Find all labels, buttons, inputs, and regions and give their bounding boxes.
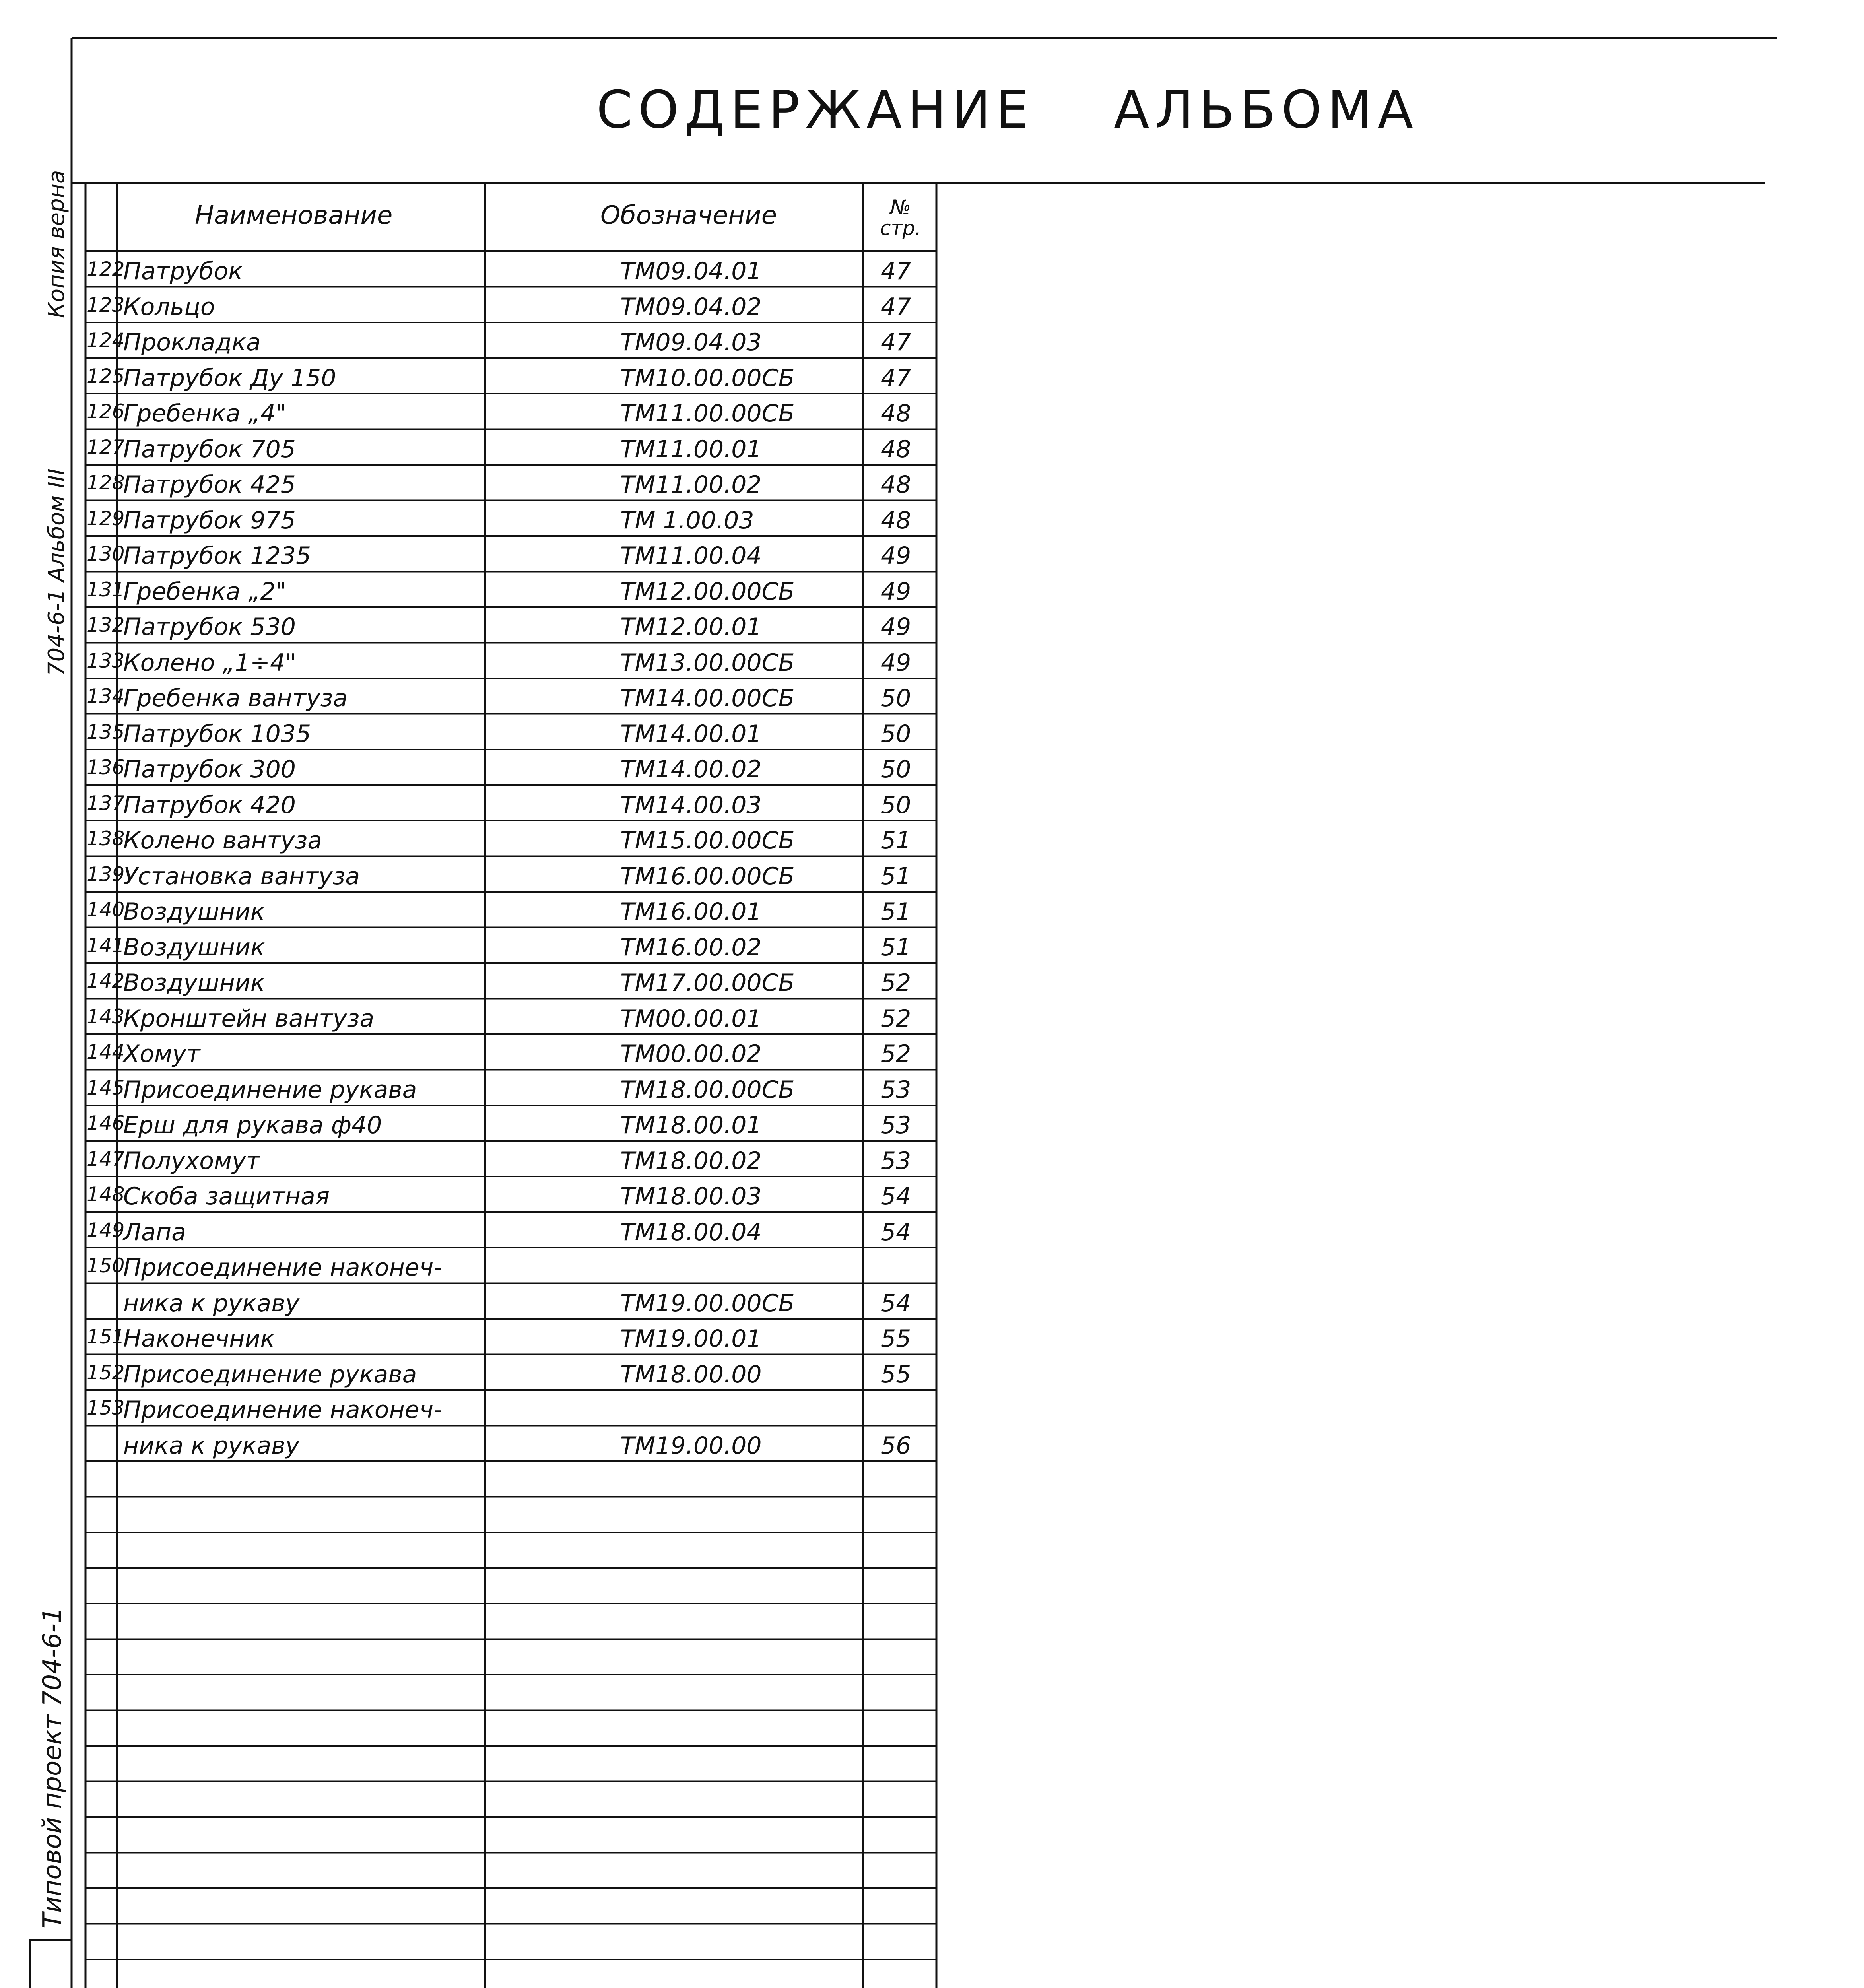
row-page: 52: [881, 1004, 911, 1033]
row-number: 126: [87, 400, 125, 423]
row-name: Патрубок 705: [123, 435, 296, 463]
title-word-1: СОДЕРЖАНИЕ: [596, 80, 1035, 140]
row-name: Патрубок 1035: [123, 720, 311, 748]
row-name: Воздушник: [123, 969, 265, 997]
row-code: ТМ00.00.01: [620, 1004, 762, 1033]
row-code: ТМ18.00.00: [620, 1360, 762, 1388]
row-name: Патрубок 975: [123, 506, 296, 534]
row-number: 140: [87, 898, 125, 921]
row-name: Патрубок 420: [123, 791, 296, 819]
row-name: Кронштейн вантуза: [123, 1004, 375, 1033]
page-title: [596, 80, 1498, 140]
row-page: 51: [881, 898, 911, 926]
row-name: Установка вантуза: [123, 862, 360, 890]
row-code: ТМ11.00.01: [620, 435, 762, 463]
title-word-2: АЛЬБОМА: [1114, 80, 1419, 140]
row-page: 55: [881, 1325, 911, 1353]
row-page: 52: [881, 969, 911, 997]
row-number: 152: [87, 1361, 125, 1384]
row-page: 50: [881, 720, 911, 748]
row-code: ТМ09.04.02: [620, 293, 762, 321]
row-name: Ерш для рукава ф40: [123, 1111, 382, 1139]
row-number: 131: [87, 578, 125, 601]
row-code: ТМ19.00.01: [620, 1325, 762, 1353]
row-code: ТМ19.00.00: [620, 1431, 762, 1460]
row-code: ТМ18.00.04: [620, 1218, 762, 1246]
row-name: Присоединение рукава: [123, 1360, 417, 1388]
row-name: Гребенка „2": [123, 577, 287, 606]
row-code: ТМ14.00.00СБ: [620, 684, 795, 712]
row-name: Полухомут: [123, 1147, 260, 1175]
row-page: 48: [881, 435, 911, 463]
row-name: Присоединение рукава: [123, 1076, 417, 1104]
row-number: 147: [87, 1147, 125, 1171]
row-page: 51: [881, 827, 911, 854]
row-name: Воздушник: [123, 898, 265, 926]
row-name: Колено „1÷4": [123, 648, 296, 677]
row-number: 142: [87, 969, 125, 992]
row-code: ТМ18.00.01: [620, 1111, 762, 1139]
row-page: 53: [881, 1076, 911, 1104]
row-name: Скоба защитная: [123, 1182, 330, 1210]
header-name: Наименование: [195, 201, 393, 230]
row-code: ТМ14.00.01: [620, 720, 762, 748]
row-number: 130: [87, 542, 125, 565]
row-name: Кольцо: [123, 293, 215, 321]
row-name: Прокладка: [123, 328, 261, 356]
row-page: 47: [881, 364, 911, 392]
row-page: 49: [881, 648, 911, 677]
row-name: Колено вантуза: [123, 827, 322, 854]
row-code: ТМ09.04.01: [620, 257, 762, 285]
row-number: 141: [87, 934, 125, 957]
row-code: ТМ17.00.00СБ: [620, 969, 795, 997]
row-page: 51: [881, 933, 911, 961]
row-page: 49: [881, 613, 911, 641]
row-code: ТМ19.00.00СБ: [620, 1289, 795, 1317]
project-note: Типовой проект 704-6-1: [38, 1607, 67, 1928]
row-number: 128: [87, 471, 125, 494]
row-code: ТМ12.00.00СБ: [620, 577, 795, 606]
row-number: 143: [87, 1005, 125, 1028]
album-note: 704-6-1 Альбом III: [44, 468, 70, 676]
row-name: Воздушник: [123, 933, 265, 961]
row-name: Присоединение наконеч-: [123, 1254, 442, 1281]
row-name: Патрубок Ду 150: [123, 364, 336, 392]
row-page: 49: [881, 542, 911, 570]
row-page: 55: [881, 1360, 911, 1388]
row-code: ТМ18.00.00СБ: [620, 1076, 795, 1104]
row-number: 132: [87, 613, 125, 637]
row-name: Патрубок 530: [123, 613, 296, 641]
row-number: 138: [87, 827, 125, 850]
row-code: ТМ09.04.03: [620, 328, 762, 356]
row-number: 144: [87, 1041, 125, 1064]
row-name: Хомут: [123, 1040, 200, 1068]
row-code: ТМ12.00.01: [620, 613, 762, 641]
row-code: ТМ18.00.02: [620, 1147, 762, 1175]
row-number: 135: [87, 720, 125, 744]
row-code: ТМ16.00.00СБ: [620, 862, 795, 890]
row-number: 148: [87, 1183, 125, 1206]
row-code: ТМ00.00.02: [620, 1040, 762, 1068]
row-number: 137: [87, 791, 125, 815]
row-number: 125: [87, 364, 125, 388]
row-page: 47: [881, 293, 911, 321]
row-code: ТМ11.00.00СБ: [620, 400, 795, 427]
row-name: ника к рукаву: [123, 1431, 300, 1460]
row-name: Наконечник: [123, 1325, 275, 1353]
row-page: 52: [881, 1040, 911, 1068]
row-page: 56: [881, 1431, 911, 1460]
row-number: 150: [87, 1254, 125, 1277]
row-code: ТМ 1.00.03: [620, 506, 754, 534]
row-number: 124: [87, 329, 125, 352]
row-number: 127: [87, 435, 125, 459]
row-page: 49: [881, 577, 911, 606]
row-code: ТМ14.00.02: [620, 755, 762, 783]
row-page: 48: [881, 506, 911, 534]
row-number: 129: [87, 507, 125, 530]
row-page: 50: [881, 755, 911, 783]
row-page: 48: [881, 400, 911, 427]
row-number: 134: [87, 685, 125, 708]
row-number: 153: [87, 1396, 125, 1419]
copy-note: Копия верна: [44, 170, 70, 318]
row-code: ТМ10.00.00СБ: [620, 364, 795, 392]
row-number: 151: [87, 1325, 125, 1348]
row-page: 47: [881, 257, 911, 285]
row-name: Лапа: [123, 1218, 186, 1246]
row-name: Патрубок 425: [123, 471, 296, 499]
row-number: 146: [87, 1112, 125, 1135]
row-number: 136: [87, 756, 125, 779]
row-name: Патрубок 300: [123, 755, 296, 783]
row-name: Гребенка „4": [123, 400, 287, 427]
row-page: 53: [881, 1147, 911, 1175]
row-number: 123: [87, 293, 125, 316]
row-number: 133: [87, 649, 125, 672]
row-name: Гребенка вантуза: [123, 684, 348, 712]
row-page: 54: [881, 1218, 911, 1246]
row-page: 48: [881, 471, 911, 499]
row-number: 139: [87, 862, 125, 886]
row-name: ника к рукаву: [123, 1289, 300, 1317]
row-name: Патрубок: [123, 257, 243, 285]
row-code: ТМ14.00.03: [620, 791, 762, 819]
row-code: ТМ18.00.03: [620, 1182, 762, 1210]
row-code: ТМ11.00.04: [620, 542, 762, 570]
row-name: Патрубок 1235: [123, 542, 311, 570]
row-code: ТМ11.00.02: [620, 471, 762, 499]
row-code: ТМ13.00.00СБ: [620, 648, 795, 677]
row-number: 149: [87, 1218, 125, 1242]
row-page: 53: [881, 1111, 911, 1139]
row-page: 50: [881, 791, 911, 819]
row-code: ТМ15.00.00СБ: [620, 827, 795, 854]
header-code: Обозначение: [600, 201, 777, 230]
row-page: 50: [881, 684, 911, 712]
row-page: 51: [881, 862, 911, 890]
row-page: 47: [881, 328, 911, 356]
header-page: № стр.: [880, 196, 922, 240]
row-number: 122: [87, 258, 125, 281]
row-code: ТМ16.00.02: [620, 933, 762, 961]
row-page: 54: [881, 1289, 911, 1317]
row-name: Присоединение наконеч-: [123, 1396, 442, 1424]
row-page: 54: [881, 1182, 911, 1210]
row-code: ТМ16.00.01: [620, 898, 762, 926]
row-number: 145: [87, 1076, 125, 1099]
